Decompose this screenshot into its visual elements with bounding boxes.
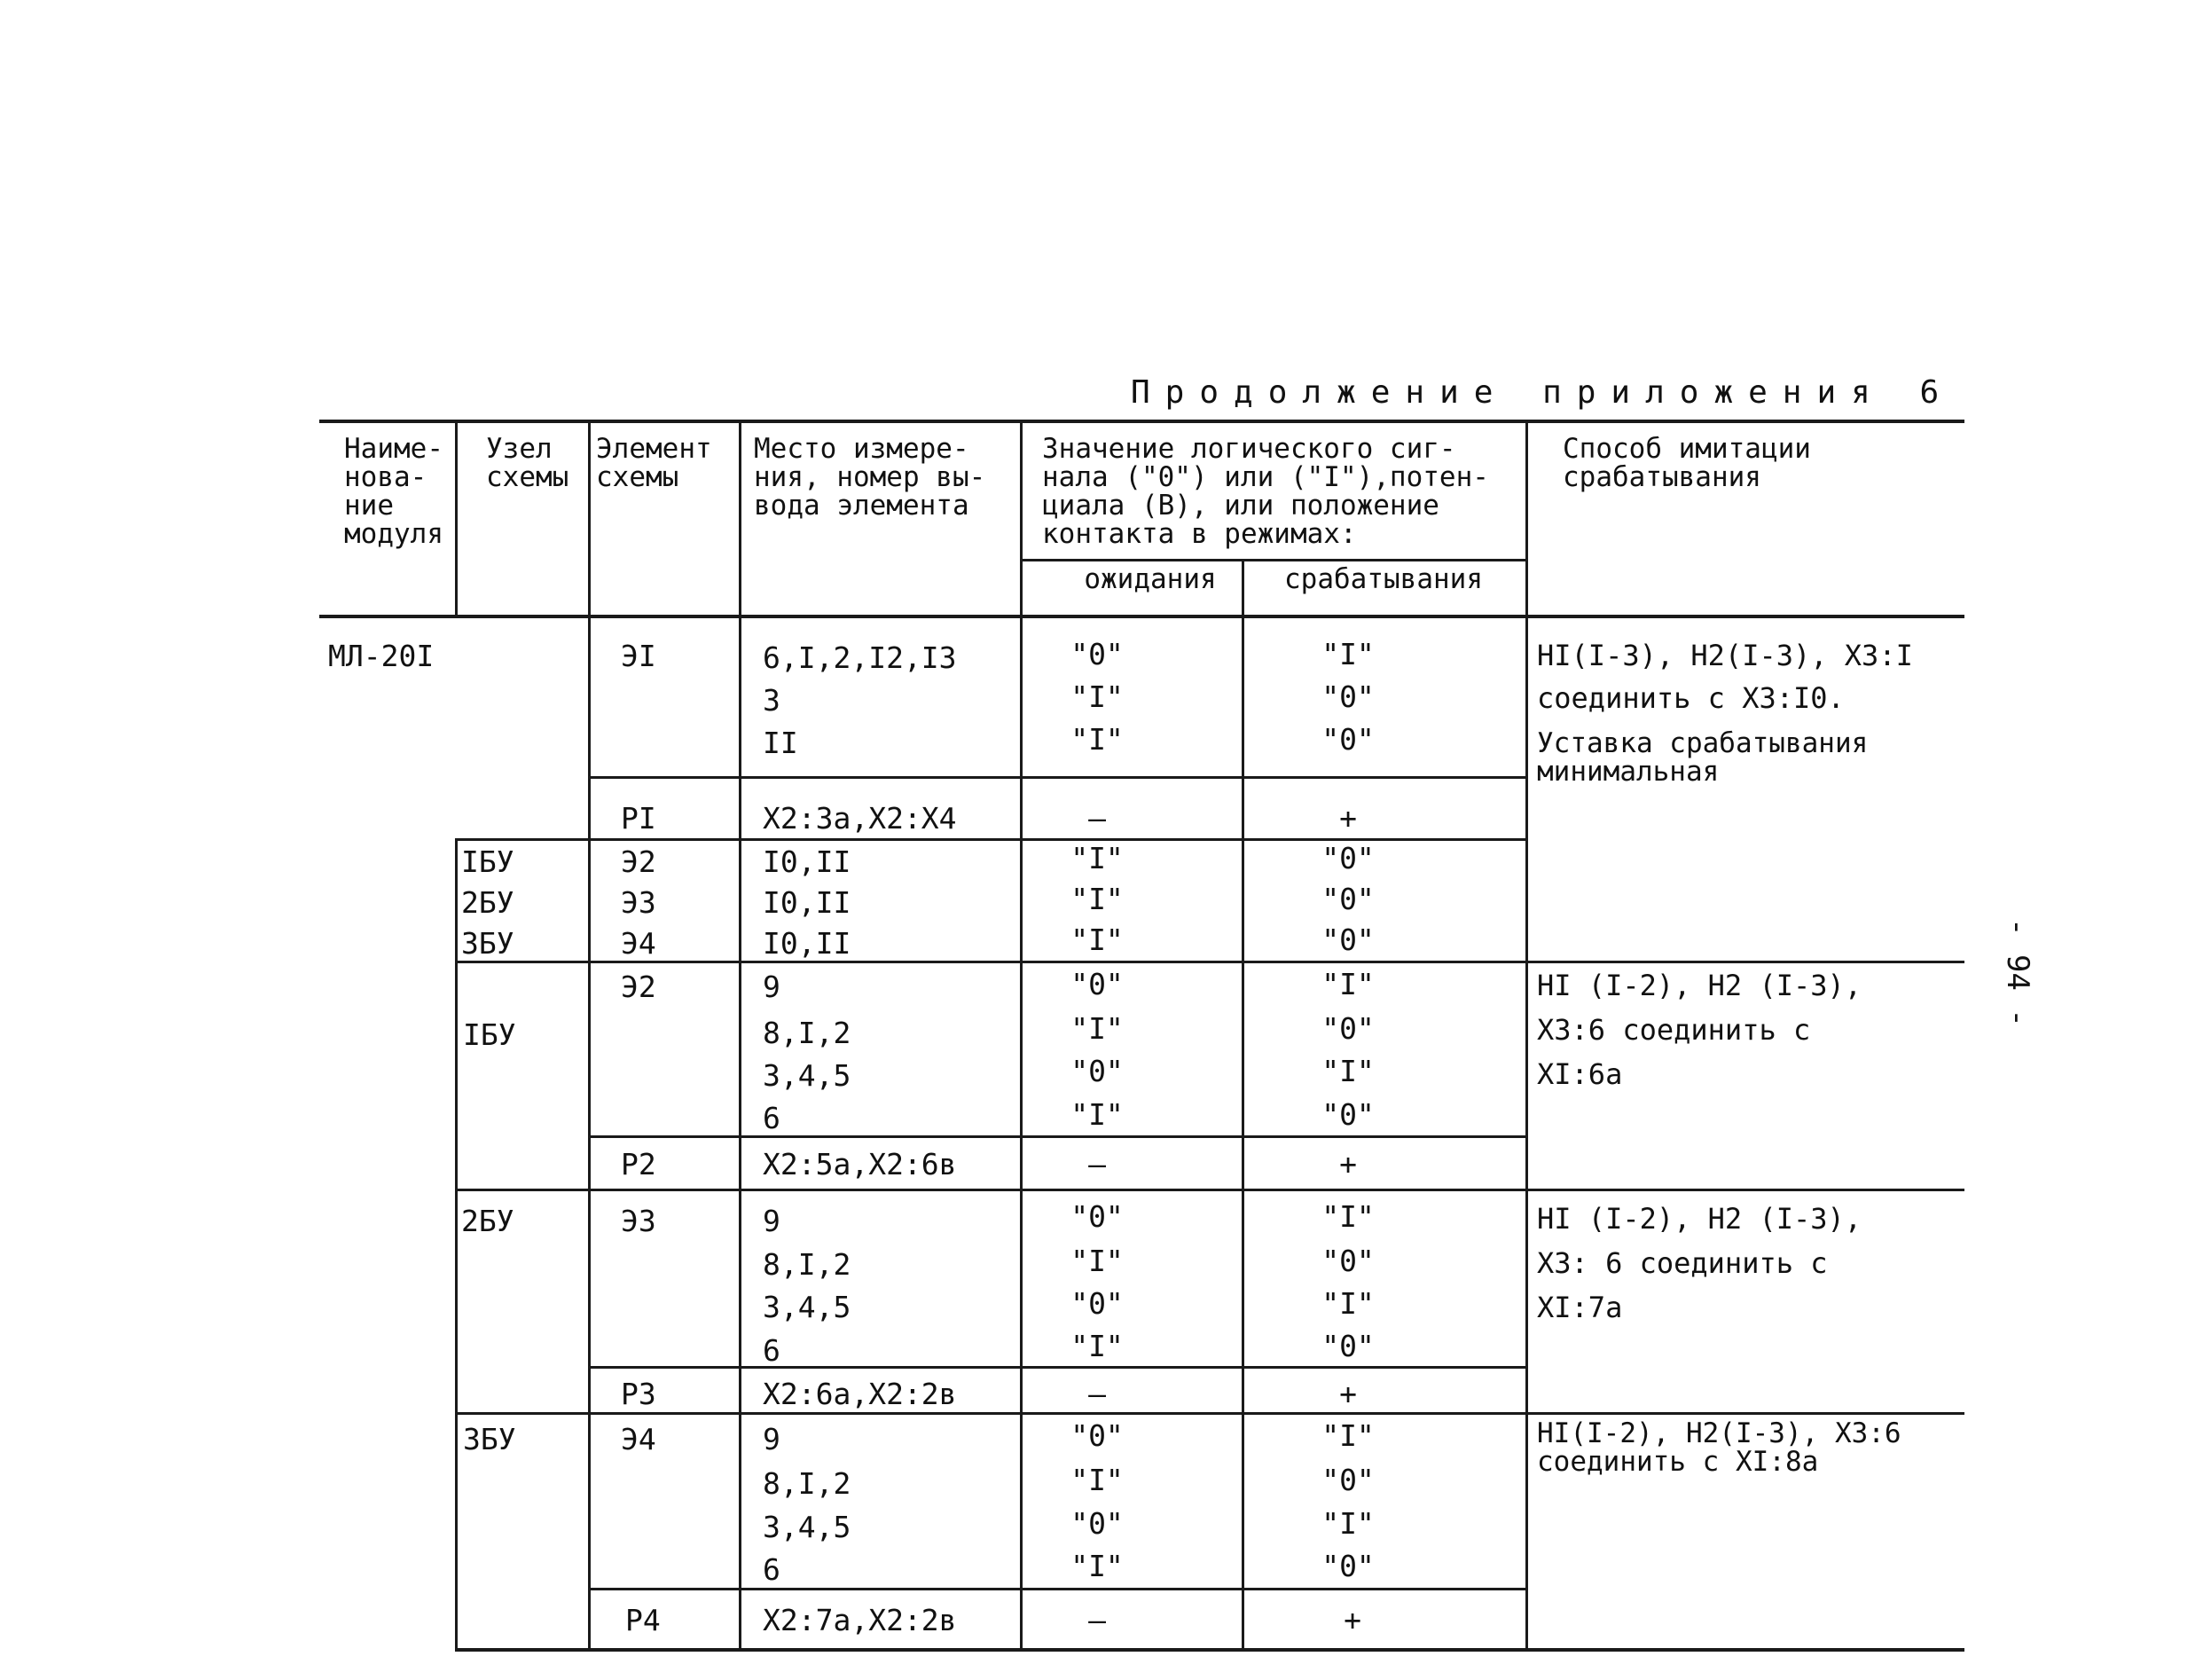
pin-cell: X2:3а,X2:X4 (763, 801, 957, 836)
trigger-value: + (1344, 1603, 1361, 1637)
trigger-value: "I" (1321, 637, 1375, 671)
standby-value: "I" (1070, 1329, 1124, 1363)
pin-cell: I0,II (763, 926, 851, 961)
element-cell: P2 (621, 1147, 656, 1181)
node-cell: 3БУ (461, 926, 514, 961)
pin-cell: 3,4,5 (763, 1290, 851, 1324)
pin-cell: 9 (763, 970, 780, 1004)
standby-value: "0" (1070, 1054, 1124, 1088)
node-cell: 3БУ (463, 1422, 516, 1456)
pin-cell: 6 (763, 1552, 780, 1587)
pin-cell: 8,I,2 (763, 1016, 851, 1050)
pin-cell: 3 (763, 683, 780, 718)
standby-value: "I" (1070, 1244, 1124, 1278)
element-cell: Э4 (621, 926, 656, 961)
node-cell: IБУ (461, 844, 514, 879)
pin-cell: 9 (763, 1422, 780, 1456)
element-cell: P3 (621, 1377, 656, 1411)
trigger-value: "I" (1321, 1418, 1375, 1453)
header-signal-value: Значение логического сиг- нала ("0") или ("I"),потен- циала (В), или положение контакта в режимах: (1042, 433, 1489, 550)
method-text: HI (I-2), H2 (I-3), (1537, 969, 1862, 1002)
element-cell: PI (621, 801, 656, 836)
method-text: XI:6а (1537, 1057, 1623, 1091)
trigger-value: "0" (1321, 1244, 1375, 1278)
trigger-value: "I" (1321, 1054, 1375, 1088)
trigger-value: "0" (1321, 841, 1375, 875)
method-text: соединить с X3:I0. (1537, 681, 1845, 715)
element-cell: Э3 (621, 1204, 656, 1238)
pin-cell: 3,4,5 (763, 1510, 851, 1544)
trigger-value: + (1339, 1147, 1357, 1181)
header-module-name: Наиме- нова- ние модуля (344, 433, 443, 550)
pin-cell: 6 (763, 1101, 780, 1135)
standby-value: "I" (1070, 722, 1124, 757)
element-cell: Э2 (621, 844, 656, 879)
node-cell: 2БУ (461, 885, 514, 920)
standby-value: "I" (1070, 1097, 1124, 1132)
standby-value: "0" (1070, 1199, 1124, 1234)
element-cell: P4 (625, 1603, 661, 1637)
element-cell: Э3 (621, 885, 656, 920)
page-title: Продолжение приложения 6 (1131, 374, 1955, 411)
standby-value: "I" (1070, 1549, 1124, 1583)
method-text: HI(I-3), H2(I-3), X3:I (1537, 639, 1913, 672)
trigger-value: "0" (1321, 882, 1375, 916)
pin-cell: 9 (763, 1204, 780, 1238)
trigger-value: "0" (1321, 1549, 1375, 1583)
standby-value: "0" (1070, 1506, 1124, 1541)
trigger-value: "I" (1321, 1286, 1375, 1321)
trigger-value: "0" (1321, 1097, 1375, 1132)
node-cell: 2БУ (461, 1204, 514, 1238)
method-text: HI (I-2), H2 (I-3), (1537, 1202, 1862, 1236)
trigger-value: "I" (1321, 1199, 1375, 1234)
trigger-value: "0" (1321, 1463, 1375, 1497)
header-element: Элемент схемы (596, 433, 712, 493)
element-cell: Э4 (621, 1422, 656, 1456)
trigger-value: + (1339, 1377, 1357, 1411)
trigger-value: "0" (1321, 679, 1375, 714)
pin-cell: I0,II (763, 844, 851, 879)
standby-value: "I" (1070, 679, 1124, 714)
pin-cell: 3,4,5 (763, 1058, 851, 1093)
trigger-value: "0" (1321, 1329, 1375, 1363)
trigger-value: + (1339, 801, 1357, 836)
standby-value: – (1088, 801, 1106, 836)
trigger-value: "0" (1321, 722, 1375, 757)
method-text: X3: 6 соединить с (1537, 1246, 1828, 1280)
standby-value: "I" (1070, 841, 1124, 875)
standby-value: "I" (1070, 922, 1124, 957)
method-text: Уставка срабатывания минимальная (1537, 727, 1869, 788)
header-node: Узел схемы (486, 433, 569, 493)
header-mode-trigger: срабатывания (1284, 563, 1483, 595)
trigger-value: "0" (1321, 922, 1375, 957)
page-number: - 94 - (2000, 918, 2035, 1027)
pin-cell: 8,I,2 (763, 1247, 851, 1282)
module-name: МЛ-20I (328, 639, 435, 673)
standby-value: "I" (1070, 882, 1124, 916)
header-simulation-method: Способ имитации срабатывания (1563, 433, 1811, 493)
pin-cell: 6,I,2,I2,I3 (763, 640, 957, 675)
pin-cell: 8,I,2 (763, 1466, 851, 1501)
header-measure-point: Место измере- ния, номер вы- вода элемента (754, 433, 986, 522)
standby-value: "I" (1070, 1011, 1124, 1046)
standby-value: "I" (1070, 1463, 1124, 1497)
standby-value: "0" (1070, 1286, 1124, 1321)
trigger-value: "0" (1321, 1011, 1375, 1046)
pin-cell: X2:7а,X2:2в (763, 1603, 957, 1637)
node-cell: IБУ (463, 1017, 516, 1052)
pin-cell: 6 (763, 1333, 780, 1368)
element-cell: ЭI (621, 639, 656, 673)
standby-value: – (1088, 1377, 1106, 1411)
method-text: XI:7а (1537, 1291, 1623, 1324)
header-mode-standby: ожидания (1084, 563, 1217, 595)
standby-value: "0" (1070, 967, 1124, 1001)
trigger-value: "I" (1321, 967, 1375, 1001)
method-text: HI(I-2), H2(I-3), X3:6 соединить с XI:8а (1537, 1417, 1901, 1478)
standby-value: "0" (1070, 637, 1124, 671)
trigger-value: "I" (1321, 1506, 1375, 1541)
standby-value: – (1088, 1147, 1106, 1181)
standby-value: – (1088, 1603, 1106, 1637)
pin-cell: X2:6а,X2:2в (763, 1377, 957, 1411)
pin-cell: X2:5а,X2:6в (763, 1147, 957, 1181)
pin-cell: I0,II (763, 885, 851, 920)
pin-cell: II (763, 726, 798, 760)
method-text: X3:6 соединить с (1537, 1013, 1811, 1047)
standby-value: "0" (1070, 1418, 1124, 1453)
element-cell: Э2 (621, 970, 656, 1004)
